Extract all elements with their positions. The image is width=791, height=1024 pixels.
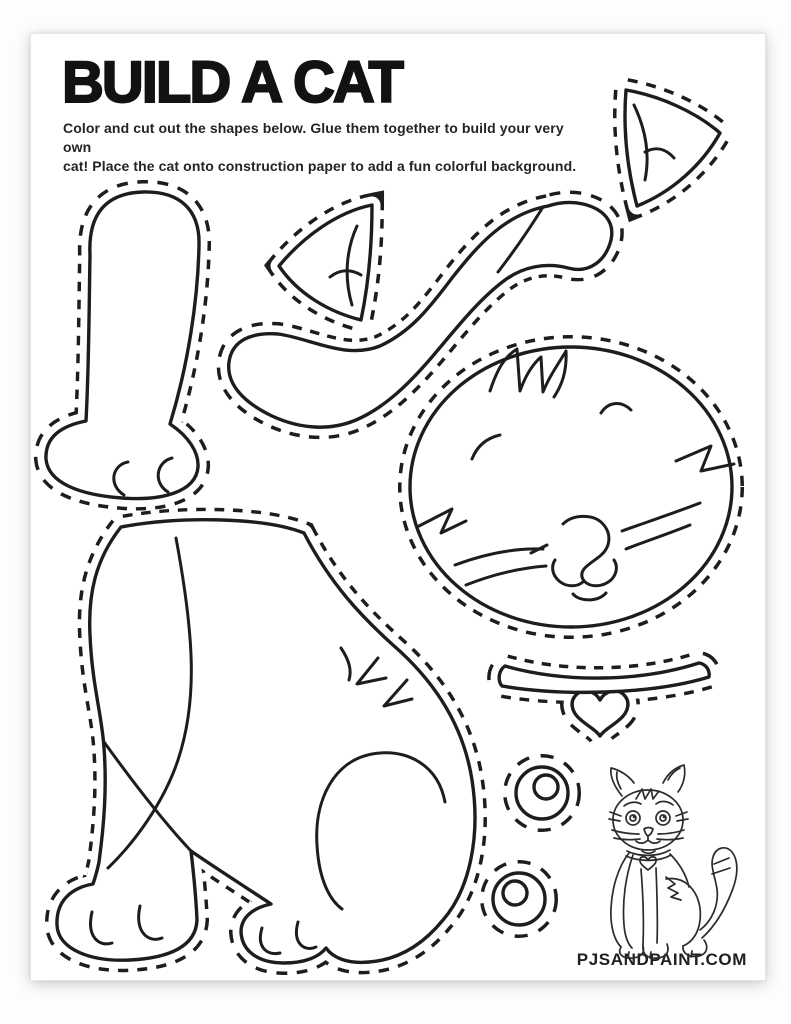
website-url: PJSANDPAINT.COM (576, 950, 747, 969)
instructions-line-2: cat! Place the cat onto construction paper to add a fun colorful background. (63, 158, 577, 174)
instructions-line-1: Color and cut out the shapes below. Glue them together to build your very own (63, 120, 564, 155)
page-title: BUILD A CAT (62, 50, 402, 115)
instructions-text (63, 119, 583, 176)
worksheet-page (30, 33, 766, 981)
